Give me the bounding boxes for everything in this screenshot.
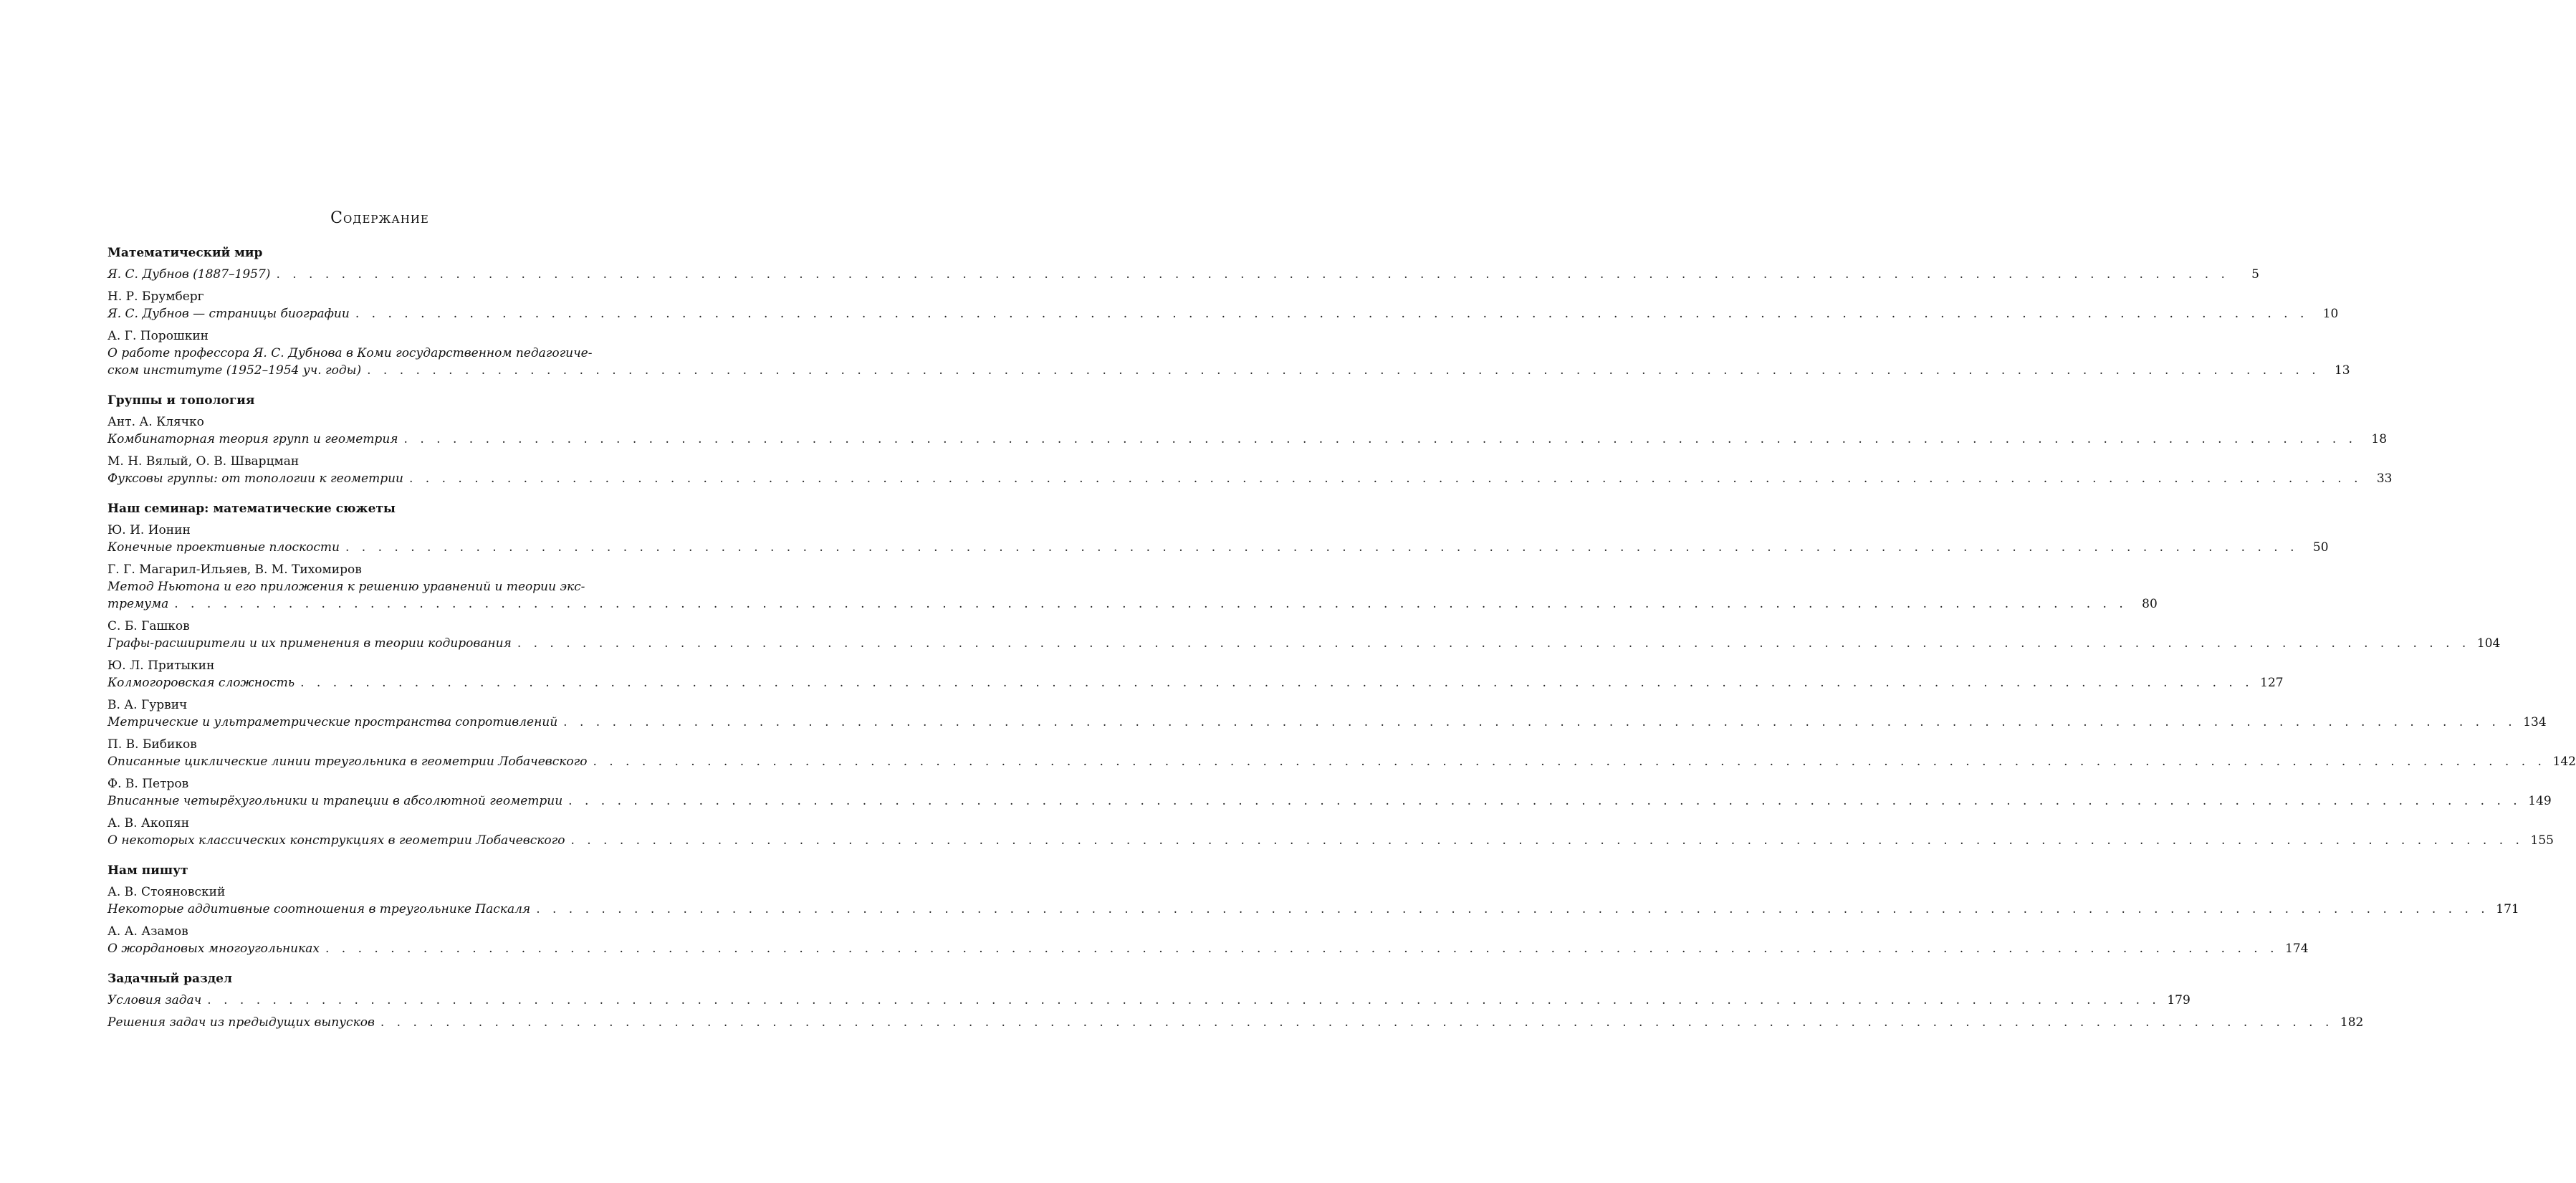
entry-page-number: 182 xyxy=(2340,1015,2364,1030)
dot-leader: . . . . . . . . . . . . . . . . . . . . . . . . . . . . . . . . . . . . . . . . . . . . . . . . . . . . . . . . . . . . . . . . . . . . . . . . . . . . . . . . . . . . . . . . . . . . . . . . . . . . . . . . . . . . . . . . . . . . . . . . xyxy=(593,755,2546,769)
table-of-contents xyxy=(107,209,2576,1045)
toc-section xyxy=(107,393,2393,487)
entry-title: Условия задач xyxy=(107,993,202,1007)
entry-title-row xyxy=(107,792,2552,810)
entry-title: Я. С. Дубнов (1887–1957) xyxy=(107,267,271,282)
entry-title-row xyxy=(107,753,2576,770)
dot-leader: . . . . . . . . . . . . . . . . . . . . . . . . . . . . . . . . . . . . . . . . . . . . . . . . . . . . . . . . . . . . . . . . . . . . . . . . . . . . . . . . . . . . . . . . . . . . . . . . . . . . . . . . . . . . . . . . . . . . . . . . xyxy=(325,942,2279,956)
entry-title-row xyxy=(107,595,2158,613)
toc-entry[interactable] xyxy=(107,923,2309,957)
entry-title: Я. С. Дубнов — страницы биографии xyxy=(107,307,350,321)
entry-title: ском институте (1952–1954 уч. годы) xyxy=(107,363,362,378)
entry-page-number: 149 xyxy=(2528,794,2552,808)
entry-title: Конечные проективные плоскости xyxy=(107,540,340,555)
dot-leader: . . . . . . . . . . . . . . . . . . . . . . . . . . . . . . . . . . . . . . . . . . . . . . . . . . . . . . . . . . . . . . . . . . . . . . . . . . . . . . . . . . . . . . . . . . . . . . . . . . . . . . . . . . . . . . . . . . . . . . . . xyxy=(403,432,2357,446)
toc-entry[interactable] xyxy=(107,561,2158,613)
entry-title: Графы-расширители и их применения в теории кодирования xyxy=(107,636,512,651)
entry-title-row xyxy=(107,431,2388,448)
entry-author: Ю. Л. Притыкин xyxy=(107,658,215,673)
entry-title-row xyxy=(107,940,2309,957)
entry-page-number: 10 xyxy=(2322,307,2339,321)
entry-title-row xyxy=(107,539,2329,556)
entry-page-number: 179 xyxy=(2167,993,2190,1007)
entry-title-row xyxy=(107,714,2547,731)
entry-title: О жордановых многоугольниках xyxy=(107,942,320,956)
toc-entry[interactable] xyxy=(107,453,2393,487)
entry-author: С. Б. Гашков xyxy=(107,619,190,633)
entry-author: А. А. Азамов xyxy=(107,924,188,939)
entry-page-number: 171 xyxy=(2496,902,2519,916)
toc-section xyxy=(107,246,2350,379)
entry-author: Ю. И. Ионин xyxy=(107,523,191,537)
dot-leader: . . . . . . . . . . . . . . . . . . . . . . . . . . . . . . . . . . . . . . . . . . . . . . . . . . . . . . . . . . . . . . . . . . . . . . . . . . . . . . . . . . . . . . . . . . . . . . . . . . . . . . . . . . . . . . . . . . . . . . . . xyxy=(276,267,2229,282)
entry-page-number: 13 xyxy=(2334,363,2350,378)
entry-title: Решения задач из предыдущих выпусков xyxy=(107,1015,375,1030)
dot-leader: . . . . . . . . . . . . . . . . . . . . . . . . . . . . . . . . . . . . . . . . . . . . . . . . . . . . . . . . . . . . . . . . . . . . . . . . . . . . . . . . . . . . . . . . . . . . . . . . . . . . . . . . . . . . . . . . . . . . . . . . xyxy=(563,715,2517,729)
toc-entry[interactable] xyxy=(107,736,2576,770)
dot-leader: . . . . . . . . . . . . . . . . . . . . . . . . . . . . . . . . . . . . . . . . . . . . . . . . . . . . . . . . . . . . . . . . . . . . . . . . . . . . . . . . . . . . . . . . . . . . . . . . . . . . . . . . . . . . . . . . . . . . . . . . xyxy=(300,676,2254,690)
section-heading: Нам пишут xyxy=(107,863,188,878)
dot-leader: . . . . . . . . . . . . . . . . . . . . . . . . . . . . . . . . . . . . . . . . . . . . . . . . . . . . . . . . . . . . . . . . . . . . . . . . . . . . . . . . . . . . . . . . . . . . . . . . . . . . . . . . . . . . . . . . . . . . . . . . xyxy=(345,540,2299,555)
section-heading: Группы и топология xyxy=(107,393,255,408)
entry-title-row xyxy=(107,305,2339,322)
section-heading: Наш семинар: математические сюжеты xyxy=(107,502,396,516)
dot-leader: . . . . . . . . . . . . . . . . . . . . . . . . . . . . . . . . . . . . . . . . . . . . . . . . . . . . . . . . . . . . . . . . . . . . . . . . . . . . . . . . . . . . . . . . . . . . . . . . . . . . . . . . . . . . . . . . . . . . . . . . xyxy=(536,902,2489,916)
toc-entry[interactable] xyxy=(107,288,2339,322)
toc-section xyxy=(107,863,2519,957)
dot-leader: . . . . . . . . . . . . . . . . . . . . . . . . . . . . . . . . . . . . . . . . . . . . . . . . . . . . . . . . . . . . . . . . . . . . . . . . . . . . . . . . . . . . . . . . . . . . . . . . . . . . . . . . . . . . . . . . . . . . . . . . xyxy=(174,597,2127,611)
page-title: Содержание xyxy=(330,209,429,227)
entry-page-number: 134 xyxy=(2523,715,2547,729)
entry-title: Комбинаторная теория групп и геометрия xyxy=(107,432,398,446)
dot-leader: . . . . . . . . . . . . . . . . . . . . . . . . . . . . . . . . . . . . . . . . . . . . . . . . . . . . . . . . . . . . . . . . . . . . . . . . . . . . . . . . . . . . . . . . . . . . . . . . . . . . . . . . . . . . . . . . . . . . . . . . xyxy=(367,363,2320,378)
entry-author: В. А. Гурвич xyxy=(107,698,188,712)
toc-entry[interactable] xyxy=(107,657,2284,691)
entry-title: Некоторые аддитивные соотношения в треугольнике Паскаля xyxy=(107,902,531,916)
entry-author: Н. Р. Брумберг xyxy=(107,289,204,304)
entry-title-line: О работе профессора Я. С. Дубнова в Коми государственном педагогиче- xyxy=(107,346,593,360)
entry-title: Метрические и ультраметрические пространства сопротивлений xyxy=(107,715,558,729)
entry-title-row xyxy=(107,362,2350,379)
toc-entry[interactable] xyxy=(107,815,2554,849)
entry-author: Ф. В. Петров xyxy=(107,777,189,791)
dot-leader: . . . . . . . . . . . . . . . . . . . . . . . . . . . . . . . . . . . . . . . . . . . . . . . . . . . . . . . . . . . . . . . . . . . . . . . . . . . . . . . . . . . . . . . . . . . . . . . . . . . . . . . . . . . . . . . . . . . . . . . . xyxy=(568,794,2522,808)
entry-title-row xyxy=(107,901,2519,918)
dot-leader: . . . . . . . . . . . . . . . . . . . . . . . . . . . . . . . . . . . . . . . . . . . . . . . . . . . . . . . . . . . . . . . . . . . . . . . . . . . . . . . . . . . . . . . . . . . . . . . . . . . . . . . . . . . . . . . . . . . . . . . . xyxy=(380,1015,2334,1030)
dot-leader: . . . . . . . . . . . . . . . . . . . . . . . . . . . . . . . . . . . . . . . . . . . . . . . . . . . . . . . . . . . . . . . . . . . . . . . . . . . . . . . . . . . . . . . . . . . . . . . . . . . . . . . . . . . . . . . . . . . . . . . . xyxy=(570,833,2524,848)
dot-leader: . . . . . . . . . . . . . . . . . . . . . . . . . . . . . . . . . . . . . . . . . . . . . . . . . . . . . . . . . . . . . . . . . . . . . . . . . . . . . . . . . . . . . . . . . . . . . . . . . . . . . . . . . . . . . . . . . . . . . . . . xyxy=(517,636,2471,651)
entry-page-number: 50 xyxy=(2312,540,2329,555)
entry-author: П. В. Бибиков xyxy=(107,737,197,752)
dot-leader: . . . . . . . . . . . . . . . . . . . . . . . . . . . . . . . . . . . . . . . . . . . . . . . . . . . . . . . . . . . . . . . . . . . . . . . . . . . . . . . . . . . . . . . . . . . . . . . . . . . . . . . . . . . . . . . . . . . . . . . . xyxy=(355,307,2309,321)
section-heading: Математический мир xyxy=(107,246,263,260)
entry-title-row xyxy=(107,992,2190,1009)
entry-author: А. В. Акопян xyxy=(107,816,190,830)
entry-title: Колмогоровская сложность xyxy=(107,676,295,690)
entry-author: А. Г. Порошкин xyxy=(107,329,209,343)
toc-sections xyxy=(107,246,2576,1031)
toc-entry[interactable] xyxy=(107,618,2501,652)
entry-title: тремума xyxy=(107,597,169,611)
entry-author: М. Н. Вялый, О. В. Шварцман xyxy=(107,454,300,469)
toc-entry[interactable] xyxy=(107,413,2388,448)
entry-author: А. В. Стояновский xyxy=(107,885,226,899)
toc-section xyxy=(107,502,2576,849)
entry-title: Вписанные четырёхугольники и трапеции в абсолютной геометрии xyxy=(107,794,563,808)
entry-title-row xyxy=(107,470,2393,487)
entry-author: Г. Г. Магарил-Ильяев, В. М. Тихомиров xyxy=(107,562,362,577)
toc-entry[interactable] xyxy=(107,266,2259,283)
section-heading: Задачный раздел xyxy=(107,972,232,986)
entry-title-row xyxy=(107,674,2284,691)
entry-title-row xyxy=(107,832,2554,849)
dot-leader: . . . . . . . . . . . . . . . . . . . . . . . . . . . . . . . . . . . . . . . . . . . . . . . . . . . . . . . . . . . . . . . . . . . . . . . . . . . . . . . . . . . . . . . . . . . . . . . . . . . . . . . . . . . . . . . . . . . . . . . . xyxy=(408,471,2362,486)
entry-page-number: 5 xyxy=(2251,267,2259,282)
toc-section xyxy=(107,972,2364,1031)
entry-page-number: 142 xyxy=(2552,755,2576,769)
entry-title: О некоторых классических конструкциях в геометрии Лобачевского xyxy=(107,833,565,848)
entry-page-number: 174 xyxy=(2285,942,2309,956)
entry-title: Описанные циклические линии треугольника в геометрии Лобачевского xyxy=(107,755,588,769)
entry-title-row xyxy=(107,1014,2364,1031)
entry-page-number: 104 xyxy=(2476,636,2501,651)
toc-entry[interactable] xyxy=(107,522,2329,556)
entry-author: Ант. А. Клячко xyxy=(107,415,204,429)
toc-entry[interactable] xyxy=(107,1014,2364,1031)
entry-page-number: 33 xyxy=(2376,471,2393,486)
entry-title: Фуксовы группы: от топологии к геометрии xyxy=(107,471,403,486)
entry-title-row xyxy=(107,266,2259,283)
toc-entry[interactable] xyxy=(107,327,2350,379)
toc-entry[interactable] xyxy=(107,696,2547,731)
entry-title-row xyxy=(107,635,2501,652)
entry-page-number: 80 xyxy=(2142,597,2158,611)
dot-leader: . . . . . . . . . . . . . . . . . . . . . . . . . . . . . . . . . . . . . . . . . . . . . . . . . . . . . . . . . . . . . . . . . . . . . . . . . . . . . . . . . . . . . . . . . . . . . . . . . . . . . . . . . . . . . . . . . . . . . . . . xyxy=(207,993,2160,1007)
toc-entry[interactable] xyxy=(107,775,2552,810)
toc-entry[interactable] xyxy=(107,883,2519,918)
entry-page-number: 18 xyxy=(2371,432,2388,446)
entry-title-line: Метод Ньютона и его приложения к решению уравнений и теории экс- xyxy=(107,580,585,594)
entry-page-number: 155 xyxy=(2530,833,2554,848)
toc-entry[interactable] xyxy=(107,992,2190,1009)
entry-page-number: 127 xyxy=(2260,676,2284,690)
